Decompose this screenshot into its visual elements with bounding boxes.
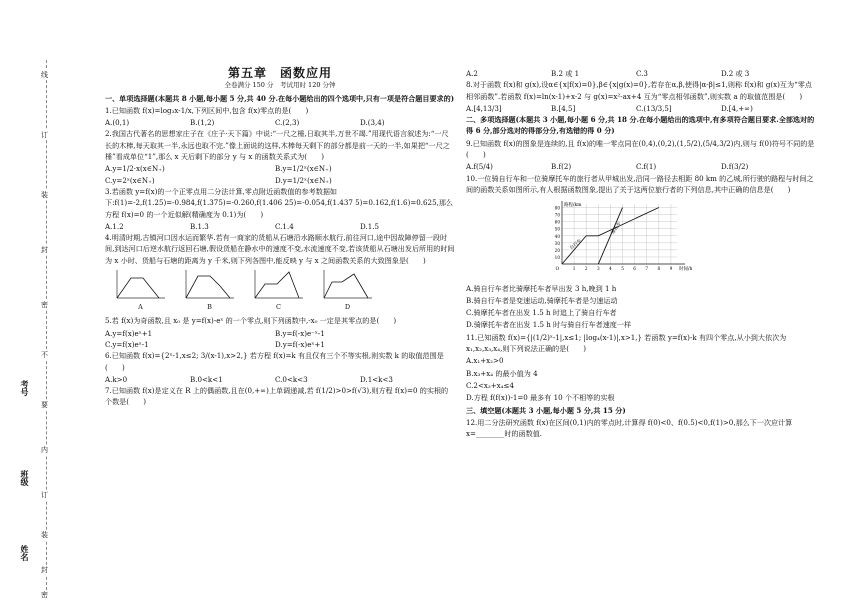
q9-option-d: D.f(3/2): [721, 162, 749, 172]
q6-option-d: D.1<k<3: [360, 374, 393, 384]
q3-option-b: B.1.3: [190, 221, 209, 231]
question-8: 8.对于函数 f(x)和 g(x),设α∈{x|f(x)=0},β∈{x|g(x)=0},若存在α,β,使得|α-β|≤1,则称 f(x)和 g(x)互为“零点相邻函数”.若函数 f(x)=ln(x-1)+x-2 与 g(x)=x²-ax+4 互为“零点相邻函数”,则实数 a 的取值范围是( ): [466, 80, 812, 101]
q2-option-a: A.y=1/2·x(x∈N₊): [105, 164, 165, 174]
q4-figure-c: [251, 268, 306, 313]
q9-option-b: B.f(2): [551, 162, 572, 172]
q2-options-row1: [105, 163, 455, 174]
y-tick-label: 50: [554, 226, 560, 232]
q4-figure-a: [113, 268, 168, 313]
y-tick-label: 70: [554, 212, 560, 218]
q10-option-a: A.骑自行车者比骑摩托车者早出发 3 h,晚到 1 h: [466, 283, 617, 293]
q3-option-d: D.1.5: [360, 221, 379, 231]
q10-option-c: C.骑摩托车者在出发 1.5 h 时追上了骑自行车者: [466, 308, 617, 318]
q9-option-c: C.f(1): [636, 162, 657, 172]
left-column: [105, 68, 455, 409]
q4-figure-c-label: C: [276, 303, 281, 312]
q10-option-d: D.骑摩托车者在出发 1.5 h 时与骑自行车者速度一样: [466, 320, 632, 330]
y-tick-label: 80: [554, 205, 560, 211]
q4-figure-b-label: B: [207, 303, 212, 312]
series-label: 自行车: [569, 238, 583, 252]
binding-marker: 密: [41, 301, 48, 309]
graph-c-icon: [251, 268, 306, 302]
q1-options: [105, 117, 455, 128]
q1-option-a: A.(0,1): [105, 118, 130, 128]
binding-marker: 装: [41, 191, 48, 199]
q5-options-row1: [105, 328, 455, 339]
label-class: 班级: [20, 470, 30, 486]
y-tick-label: 40: [554, 234, 560, 240]
x-tick-label: 3: [596, 266, 600, 272]
q11-option-d: D.方程 f(f(x))-1=0 最多有 10 个不相等的实根: [466, 393, 615, 403]
q2-options-row2: [105, 175, 455, 186]
q8-option-a: A.[4,13/3]: [466, 103, 502, 113]
binding-marker: 订: [41, 491, 48, 499]
q11-option-c: C.2<x₃+x₄≤4: [466, 380, 514, 390]
q5-option-a: A.y=f(x)eˣ+1: [105, 328, 153, 338]
q6-option-a: A.k>0: [105, 374, 128, 384]
q9-option-a: A.f(5/4): [466, 162, 493, 172]
q7-options: [466, 68, 816, 79]
q2-option-d: D.y=1/2ˣ(x∈N₊): [275, 175, 332, 185]
distance-time-chart: [546, 198, 696, 276]
x-tick-label: 1: [572, 266, 576, 272]
q4-figures: [113, 268, 455, 313]
x-tick-label: 8: [657, 266, 661, 272]
x-tick-label: 2: [584, 266, 588, 272]
y-tick-label: 60: [554, 219, 560, 225]
question-5: 5.若 f(x)为奇函数,且 x₀ 是 y=f(x)-eˣ 的一个零点,则下列函数中,-x₀ 一定是其零点的是( ): [105, 316, 397, 326]
q7-option-c: C.3: [636, 69, 648, 78]
q1-option-d: D.(3,4): [360, 118, 385, 128]
binding-marker: 装: [41, 531, 48, 539]
binding-marker: 要: [41, 401, 48, 409]
q10-chart: [546, 198, 816, 279]
q4-figure-b: [182, 268, 237, 313]
question-11: 11.已知函数 f(x)={|(1/2)ˣ-1|,x≤1; |log₄(x-1)|,x>1,} 若函数 y=f(x)-k 有四个零点,从小到大依次为 x₁,x₂,x₃,x₄,则下列说法正确的是( ): [466, 332, 787, 354]
binding-marker: 密: [41, 591, 48, 599]
question-6: 6.已知函数 f(x)={2ˣ-1,x≤2; 3/(x-1),x>2,} 若方程 f(x)=k 有且仅有三个不等实根,则实数 k 的取值范围是( ): [105, 351, 444, 372]
question-1: 1.已知函数 f(x)=log₃x-1/x,下列区间中,包含 f(x)零点的是( ): [105, 105, 309, 115]
graph-b-icon: [182, 268, 237, 302]
y-tick-label: 20: [554, 248, 560, 254]
q5-option-b: B.y=f(-x)e⁻ˣ-1: [275, 328, 325, 338]
question-12: 12.用二分法研究函数 f(x)在区间(0,1)内的零点时,计算得 f(0)<0、f(0.5)<0,f(1)>0,那么下一次应计算 x=________时的函数值.: [466, 417, 793, 439]
q4-figure-d: [320, 268, 375, 313]
q11-option-b: B.x₃+x₄ 的最小值为 4: [466, 368, 538, 378]
x-tick-label: 7: [645, 266, 649, 272]
q2-option-b: B.y=1/2ˣ(x∈N₊): [275, 164, 332, 174]
q8-option-d: D.[4,+∞): [721, 103, 753, 113]
question-7: 7.已知函数 f(x)是定义在 R 上的偶函数,且在(0,+∞)上单调递减,若 f(1/2)>0>f(√3),则方程 f(x)=0 的实根的个数是( ): [105, 386, 449, 407]
binding-marker: 订: [41, 131, 48, 139]
q4-figure-d-label: D: [344, 303, 351, 312]
q8-options: [466, 103, 816, 114]
q5-option-d: D.y=f(-x)eˣ+1: [275, 339, 325, 349]
binding-marker: 封: [41, 566, 48, 574]
binding-marker: 封: [41, 246, 48, 254]
q4-figure-a-label: A: [138, 303, 143, 312]
section-1-heading: 一、单项选择题(本题共 8 小题,每小题 5 分,共 40 分.在每小题给出的四个选项中,只有一项是符合题目要求的): [105, 93, 455, 103]
q6-option-b: B.0<k<1: [190, 374, 223, 384]
q6-option-c: C.0<k<3: [275, 374, 308, 384]
q8-option-b: B.[4,5]: [551, 103, 576, 113]
y-tick-label: 30: [554, 241, 560, 247]
page-title: 第五章 函数应用: [227, 66, 332, 80]
label-name: 姓名: [20, 545, 30, 561]
series-label: 摩托车: [611, 221, 623, 236]
q3-options: [105, 221, 455, 232]
q7-option-d: D.2 或 3: [721, 69, 750, 78]
q7-option-b: B.2 或 1: [551, 69, 580, 78]
q3-option-a: A.1.2: [105, 221, 124, 231]
question-3: 3.若函数 y=f(x)的一个正零点用二分法计算,零点附近函数值的参考数据如下:f(1)=-2,f(1.25)=-0.984,f(1.375)=-0.260,f(1.406 25)=-0.054,f(1.437 5)=0.162,f(1.6)=0.625,那么方程 f(x)=0 的一个近似解(精确度为 0.1)为( ): [105, 186, 454, 219]
question-10: 10.一位骑自行车和一位骑摩托车的旅行者从甲城出发,沿同一路径去相距 80 km 的乙城,所行驶的路程与时间之间的函数关系如图所示,有人根据函数图象,提出了关于这两位旅行者的下列信息,其中正确的信息是( ): [466, 173, 814, 194]
x-tick-label: 6: [633, 266, 636, 272]
question-9: 9.已知函数 f(x)的图象是连续的,且 f(x)的唯一零点同在(0,4),(0,2),(1,5/2),(5/4,3/2)内,则与 f(0)符号不同的是( ): [466, 138, 815, 160]
question-4: 4.明清时期,古镇河口因水运而繁华.若有一商家的货船从石塘沿水路顺水航行,前往河口,途中因故障停留一段时间,到达河口后逆水航行返回石塘,假设货船在静水中的速度不变,水流速度不变,若该货船从石塘出发后所用的时间为 x 小时、货船与石塘的距离为 y 千米,则下列各图中,能反映 y 与 x 之间函数关系的大致图象是( ): [105, 233, 455, 265]
y-axis-label: 路程/km: [564, 203, 582, 209]
q1-option-c: C.(2,3): [275, 118, 300, 128]
x-tick-label: 5: [621, 266, 624, 272]
q8-option-c: C.(13/3,5]: [636, 103, 672, 113]
q2-option-c: C.y=2ˣ(x∈N₊): [105, 175, 155, 185]
q1-option-b: B.(1,2): [190, 118, 215, 128]
y-tick-label: 10: [554, 255, 560, 261]
section-3-heading: 三、填空题(本题共 3 小题,每小题 5 分,共 15 分): [466, 405, 626, 415]
graph-d-icon: [320, 268, 375, 302]
question-2: 2.我国古代著名的思想家庄子在《庄子·天下篇》中说:“一尺之棰,日取其半,万世不竭.”用现代语言叙述为:“一尺长的木棒,每天取其一半,永远也取不完.”像上面说的这样,木棒每天剩下的部分都是前一天的一半,如果把“一尺之棰”看成单位“1”,那么 x 天后剩下的部分 y 与 x 的函数关系式为( ): [105, 129, 450, 162]
q7-option-a: A.2: [466, 69, 478, 78]
x-axis-label: 时间/h: [679, 267, 693, 273]
right-column: [466, 68, 816, 440]
q10-option-b: B.骑自行车者是变速运动,骑摩托车者是匀速运动: [466, 295, 618, 305]
q6-options: [105, 374, 455, 385]
binding-line: [46, 60, 47, 600]
binding-marker: 线: [41, 71, 48, 79]
x-tick-label: 4: [609, 266, 612, 272]
q5-option-c: C.y=f(x)eˣ-1: [105, 339, 149, 349]
graph-a-icon: [113, 268, 168, 302]
x-tick-label: 9: [669, 266, 673, 272]
label-exam-number: 考号: [20, 380, 30, 396]
origin-label: O: [555, 266, 559, 272]
q9-options: [466, 161, 816, 172]
page-subtitle: 全卷满分 150 分 考试用时 120 分钟: [224, 81, 336, 90]
section-2-heading: 二、多项选择题(本题共 3 小题,每小题 6 分,共 18 分.在每小题给出的选项中,有多项符合题目要求.全部选对的得 6 分,部分选对的得部分分,有选错的得 0 分): [466, 115, 815, 136]
q3-option-c: C.1.4: [275, 221, 294, 231]
binding-marker: 不: [41, 351, 48, 359]
q11-option-a: A.x₁+x₂>0: [466, 356, 504, 366]
binding-marker: 内: [41, 446, 48, 454]
q5-options-row2: [105, 339, 455, 350]
